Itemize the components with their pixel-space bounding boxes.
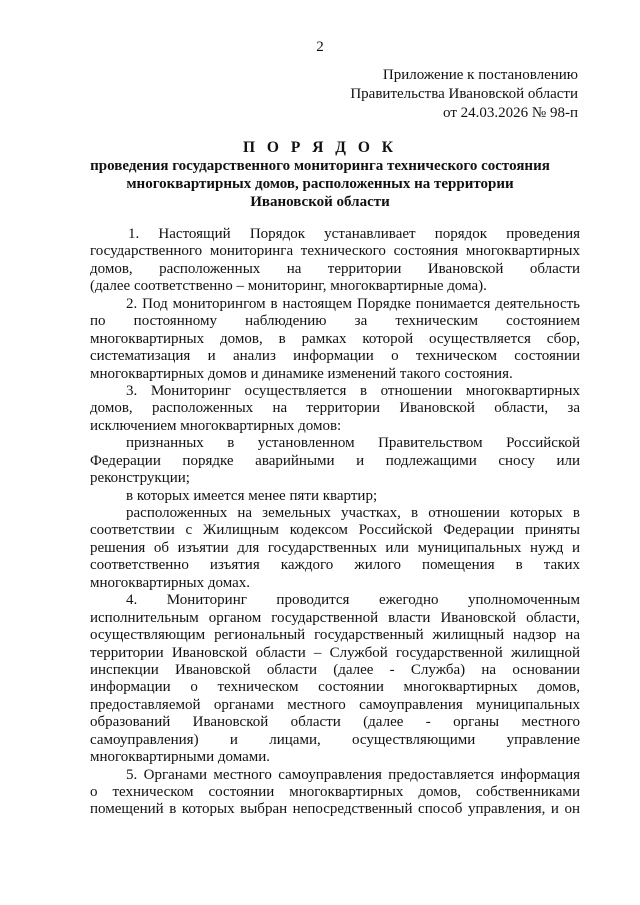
appendix-block bbox=[278, 66, 578, 123]
text-line: многоквартирными домами. bbox=[90, 749, 271, 766]
subtitle-line: проведения государственного мониторинга технического состояния bbox=[90, 158, 550, 174]
text-line: 3. Мониторинг осуществляется в отношении многоквартирных bbox=[126, 382, 580, 399]
appendix-line: от 24.03.2026 № 98-п bbox=[443, 105, 578, 121]
document-subtitle bbox=[80, 157, 560, 211]
text-line: многоквартирных домах. bbox=[90, 574, 251, 591]
text-line: 1. Настоящий Порядок устанавливает порядок проведения bbox=[128, 226, 580, 242]
subtitle-line: Ивановской области bbox=[250, 194, 390, 210]
text-line: соответствии с Жилищным кодексом Российской Федерации приняты bbox=[90, 522, 580, 539]
text-line: соответственно изъятия каждого жилого помещения в таких bbox=[90, 557, 580, 574]
text-line: осуществляющим региональный государственный жилищный надзор на bbox=[90, 627, 580, 644]
text-line: домов, расположенных на территории Ивановской области, за bbox=[90, 400, 580, 417]
text-line: самоуправления) и лицами, осуществляющими управление bbox=[90, 731, 580, 748]
page-number: 2 bbox=[316, 39, 324, 55]
text-line: 2. Под мониторингом в настоящем Порядке понимается деятельность bbox=[126, 295, 580, 312]
text-line: признанных в установленном Правительством Российской bbox=[126, 435, 580, 452]
text-line: систематизация и анализ информации о техническом состоянии bbox=[90, 348, 580, 365]
text-line: 4. Мониторинг проводится ежегодно уполномоченным bbox=[126, 592, 580, 609]
subtitle-line: многоквартирных домов, расположенных на территории bbox=[126, 176, 514, 192]
text-line: в которых имеется менее пяти квартир; bbox=[126, 487, 378, 504]
text-line: инспекции Ивановской области (далее - Служба) на основании bbox=[90, 661, 580, 678]
text-line: расположенных на земельных участках, в отношении которых в bbox=[126, 505, 580, 521]
document-body bbox=[90, 226, 580, 819]
text-line: по постоянному наблюдению за техническим состоянием bbox=[90, 313, 580, 330]
text-line: образований Ивановской области (далее - органы местного bbox=[90, 714, 580, 731]
text-line: исключением многоквартирных домов: bbox=[90, 417, 342, 434]
text-line: информации о техническом состоянии многоквартирных домов, bbox=[90, 679, 580, 696]
text-line: Федерации порядке аварийными и подлежащими сносу или bbox=[90, 452, 580, 469]
text-line: многоквартирных домов и динамике изменений такого состояния. bbox=[90, 365, 513, 382]
text-line: многоквартирных домов, в рамках которой осуществляется сбор, bbox=[90, 330, 580, 347]
text-line: домов, расположенных на территории Ивановской области bbox=[90, 260, 580, 277]
text-line: реконструкции; bbox=[90, 470, 190, 487]
text-line: (далее соответственно – мониторинг, многоквартирные дома). bbox=[90, 278, 487, 295]
text-line: помещений в которых выбран непосредственный способ управления, и он bbox=[90, 801, 580, 818]
text-line: исполнительным органом государственной власти Ивановской области, bbox=[90, 609, 580, 626]
text-line: территории Ивановской области – Службой государственной жилищной bbox=[90, 644, 580, 661]
text-line: предоставляемой органами местного самоуправления муниципальных bbox=[90, 696, 580, 713]
text-line: решения об изъятии для государственных или муниципальных нужд и bbox=[90, 539, 580, 556]
text-line: 5. Органами местного самоуправления предоставляется информация bbox=[126, 766, 580, 783]
text-line: государственного мониторинга технического состояния многоквартирных bbox=[90, 243, 580, 260]
text-line: о техническом состоянии многоквартирных домов, собственниками bbox=[90, 784, 580, 800]
appendix-line: Правительства Ивановской области bbox=[350, 86, 578, 102]
appendix-line: Приложение к постановлению bbox=[382, 67, 578, 83]
document-title: П О Р Я Д О К bbox=[243, 139, 397, 156]
